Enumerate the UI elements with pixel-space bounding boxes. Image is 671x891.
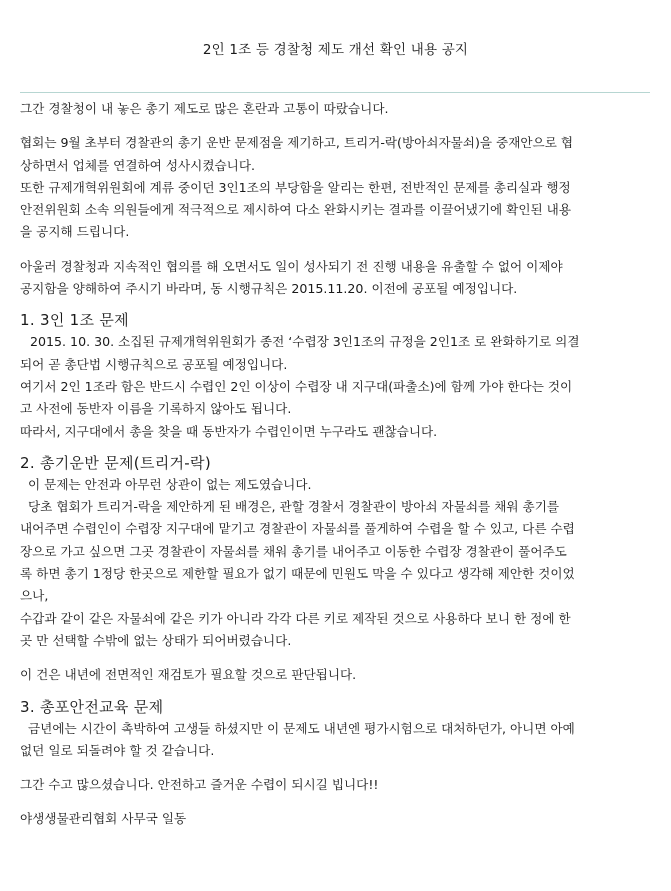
section-line: 내어주면 수렵인이 수렵장 지구대에 맡기고 경찰관이 자물쇠를 풀게하여 수렵을 할 수 있고, 다른 수렵 [20, 521, 575, 537]
notice-body [20, 98, 652, 831]
section-line: 록 하면 총기 1정당 한곳으로 제한할 필요가 없기 때문에 민원도 막을 수 있다고 생각해 제안한 것이었 [20, 566, 575, 582]
section-line: 이 문제는 안전과 아무런 상관이 없는 제도였습니다. [28, 476, 312, 492]
section-line: 으나, [20, 588, 49, 604]
closing-text: 그간 수고 많으셨습니다. 안전하고 즐거운 수렵이 되시길 빕니다!! [20, 777, 379, 793]
paragraph-line: 협회는 9월 초부터 경찰관의 총기 운반 문제점을 제기하고, 트리거-락(방아쇠자물쇠)을 중재안으로 협 [20, 135, 574, 151]
section-line: 2015. 10. 30. 소집된 규제개혁위원회가 종전 ‘수렵장 3인1조의 규정을 2인1조 로 완화하기로 의결 [30, 334, 580, 350]
section-1 [20, 309, 652, 442]
section-line: 따라서, 지구대에서 총을 찾을 때 동반자가 수렵인이면 누구라도 괜찮습니다. [20, 423, 438, 439]
section-heading: 2. 총기운반 문제(트리거-락) [20, 453, 211, 472]
paragraph-line: 을 공지해 드립니다. [20, 224, 130, 240]
paragraph-line: 아울러 경찰청과 지속적인 협의를 해 오면서도 일이 성사되기 전 진행 내용을 유출할 수 없어 이제야 [20, 258, 563, 274]
section-note: 이 건은 내년에 전면적인 재검토가 필요할 것으로 판단됩니다. [20, 667, 357, 683]
section-line: 수갑과 같이 같은 자물쇠에 같은 키가 아니라 각각 다른 키로 제작된 것으로 사용하다 보니 한 정에 한 [20, 610, 571, 626]
section-heading: 1. 3인 1조 문제 [20, 311, 129, 330]
paragraph-line: 공지함을 양해하여 주시기 바라며, 동 시행규칙은 2015.11.20. 이전에 공포될 예정입니다. [20, 281, 518, 297]
paragraph-line: 안전위원회 소속 의원들에게 적극적으로 제시하여 다소 완화시키는 결과를 이끌어냈기에 확인된 내용 [20, 202, 571, 218]
section-line: 당초 협회가 트리거-락을 제안하게 된 배경은, 관할 경찰서 경찰관이 방아쇠 자물쇠를 채워 총기를 [28, 499, 560, 515]
paragraph-line: 상하면서 업체를 연결하여 성사시켰습니다. [20, 157, 255, 173]
section-line: 여기서 2인 1조라 함은 반드시 수렵인 2인 이상이 수렵장 내 지구대(파출소)에 함께 가야 한다는 것이 [20, 378, 573, 394]
section-line: 고 사전에 동반자 이름을 기록하지 않아도 됩니다. [20, 401, 292, 417]
section-line: 장으로 가고 싶으면 그곳 경찰관이 자물쇠를 채워 총기를 내어주고 이동한 수렵장 경찰관이 풀어주도 [20, 543, 567, 559]
intro-text: 그간 경찰청이 내 놓은 총기 제도로 많은 혼란과 고통이 따랐습니다. [20, 101, 389, 116]
section-line: 곳 만 선택할 수밖에 없는 상태가 되어버렸습니다. [20, 632, 292, 648]
section-heading: 3. 총포안전교육 문제 [20, 697, 164, 716]
page-title: 2인 1조 등 경찰청 제도 개선 확인 내용 공지 [202, 42, 469, 58]
paragraph-2 [20, 256, 652, 301]
section-line: 금년에는 시간이 촉박하여 고생들 하셨지만 이 문제도 내년엔 평가시험으로 대처하던가, 아니면 아예 [28, 720, 575, 736]
paragraph-1 [20, 132, 652, 243]
divider [20, 92, 650, 93]
paragraph-line: 또한 규제개혁위원회에 계류 중이던 3인1조의 부당함을 알리는 한편, 전반적인 문제를 총리실과 행정 [20, 179, 571, 195]
section-line: 되어 곧 총단법 시행규칙으로 공포될 예정입니다. [20, 356, 288, 372]
section-3 [20, 696, 652, 763]
section-2 [20, 452, 652, 687]
signature: 야생생물관리협회 사무국 일동 [20, 811, 187, 827]
section-line: 없던 일로 되돌려야 할 것 같습니다. [20, 742, 215, 758]
